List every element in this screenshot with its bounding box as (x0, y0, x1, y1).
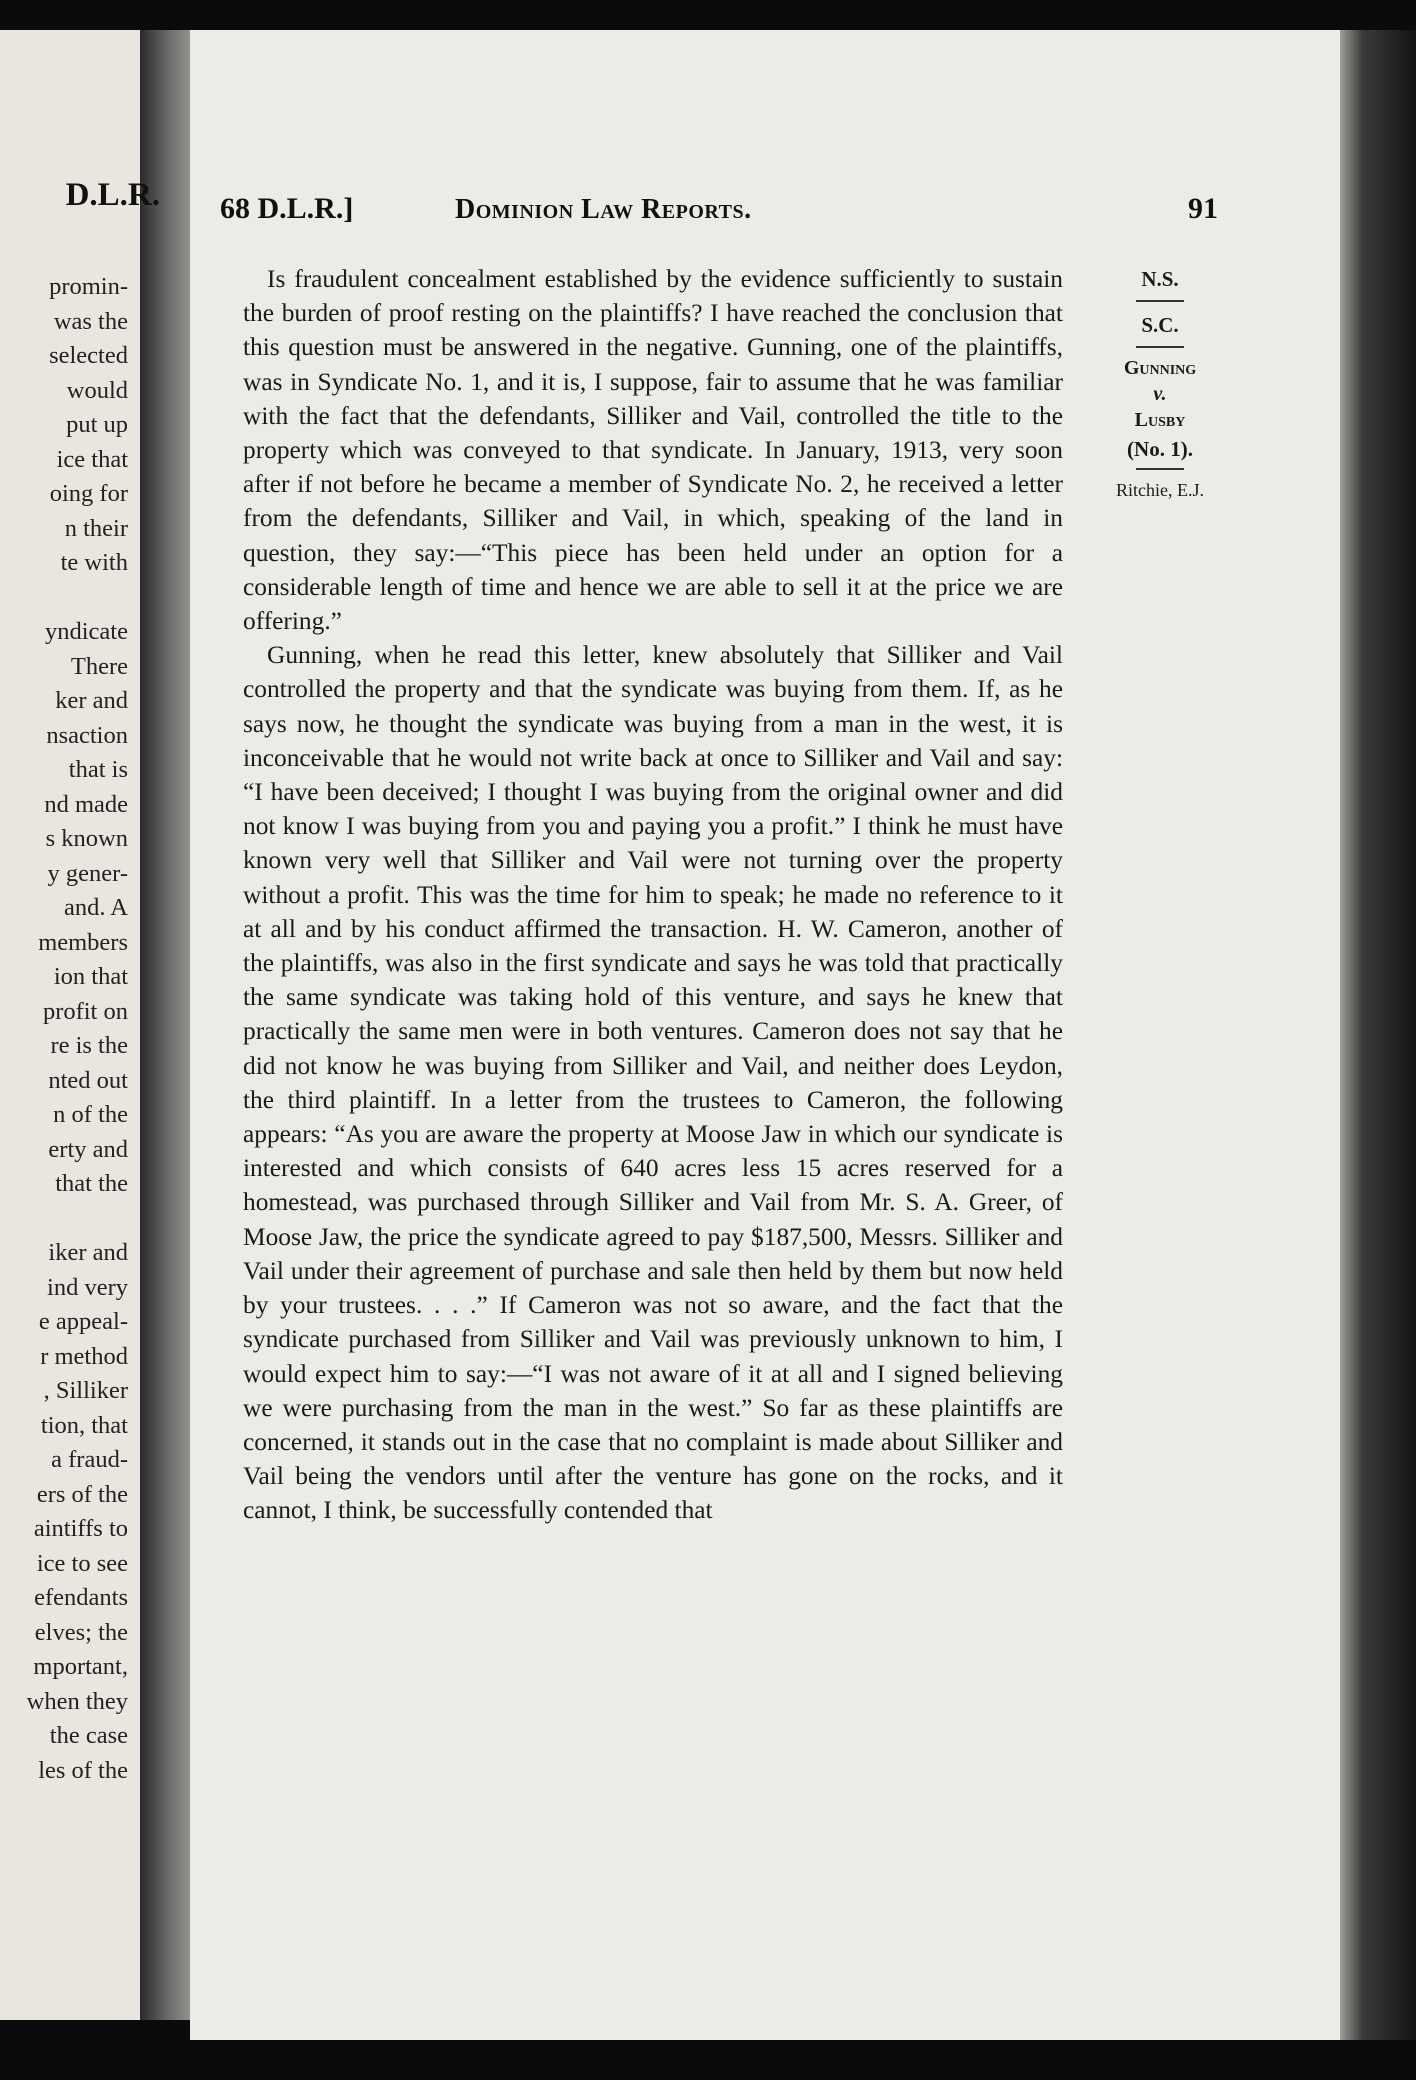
facing-page-line: , Silliker (43, 1377, 128, 1404)
facing-page-line: tion, that (40, 1411, 128, 1439)
court-jurisdiction: N.S. (1141, 267, 1179, 291)
facing-page-line: put up (66, 411, 128, 438)
divider (1136, 300, 1184, 302)
report-title: Dominion Law Reports. (455, 194, 752, 225)
page-number: 91 (1188, 192, 1218, 225)
defendant-name: Lusby (1134, 409, 1186, 431)
facing-page-header: D.L.R. (65, 177, 160, 213)
case-number: (No. 1). (1127, 437, 1193, 461)
facing-page-line: profit on (42, 997, 128, 1025)
facing-page-line: mportant, (33, 1653, 128, 1680)
facing-page-line: would (66, 376, 128, 404)
court-level: S.C. (1141, 313, 1179, 337)
facing-page-line: ice to see (36, 1549, 128, 1577)
facing-page-line: that the (55, 1170, 128, 1197)
judge-name: Ritchie, E.J. (1116, 480, 1204, 500)
facing-page-line: when they (26, 1687, 128, 1715)
facing-page-line: ind very (47, 1273, 128, 1301)
running-header (220, 192, 1220, 232)
facing-page-line: s known (45, 825, 128, 852)
facing-page-line: nted out (48, 1066, 128, 1094)
facing-page-line: yndicate (45, 618, 128, 645)
facing-page-line: les of the (38, 1756, 128, 1784)
volume-reference: 68 D.L.R.] (220, 192, 354, 225)
facing-page-line: nsaction (46, 721, 128, 749)
facing-page-line: was the (53, 307, 128, 335)
facing-page-line: y gener- (47, 859, 128, 887)
paragraph: Gunning, when he read this letter, knew absolutely that Silliker and Vail controlled the property and that the syndicate was buying from them. If, as he says now, he thought the syndicate was buying from a man in the west, it is inconceivable that he would not write back at once to Silliker and Vail and say: “I have been deceived; I thought I was buying from the original owner and did not know I was buying from you and paying you a profit.” I think he must have known very well that Silliker and Vail were not turning over the property without a profit. This was the time for him to speak; he made no reference to it at all and by his conduct affirmed the transaction. H. W. Cameron, another of the plaintiffs, was also in the first syndicate and says he was told that practically the same syndicate was taking hold of this venture, and says he knew that practically the same men were in both ventures. Cameron does not say that he did not know he was buying from Silliker and Vail, and neither does Leydon, the third plaintiff. In a letter from the trustees to Cameron, the following appears: “As you are aware the property at Moose Jaw in which our syndicate is interested and which consists of 640 acres less 15 acres reserved for a homestead, was purchased through Silliker and Vail from Mr. S. A. Greer, of Moose Jaw, the price the syndicate agreed to pay $187,500, Messrs. Silliker and Vail under their agreement of purchase and sale then held by them but now held by your trustees. . . .” If Cameron was not so aware, and the fact that the syndicate purchased from Silliker and Vail was previously unknown to him, I would expect him to say:—“I was not aware of it at all and I signed believing we were purchasing from the man in the west.” So far as these plaintiffs are concerned, it stands out in the case that no complaint is made about Silliker and Vail being the vendors until after the venture has gone on the rocks, and it cannot, I think, be successfully contended that (243, 641, 1063, 1525)
facing-page-line: promin- (49, 273, 128, 300)
page-edge (1340, 30, 1416, 2040)
facing-page-line: and. A (64, 894, 128, 921)
divider (1136, 468, 1184, 470)
facing-page-line: a fraud- (51, 1446, 128, 1473)
facing-page-line: ion that (53, 963, 128, 990)
facing-page-line: ker and (55, 687, 128, 714)
facing-page-line: the case (49, 1722, 128, 1749)
facing-page-line: There (70, 652, 128, 680)
facing-page-line: re is the (50, 1032, 128, 1059)
paragraph-gap (0, 581, 128, 616)
facing-page-line: oing for (49, 480, 128, 507)
facing-page-line: te with (60, 549, 128, 576)
facing-page-text (0, 270, 128, 1788)
facing-page-line: nd made (44, 790, 128, 818)
paragraph: Is fraudulent concealment established by the evidence sufficiently to sustain the burden of proof resting on the plaintiffs? I have reached the conclusion that this question must be answered in the negative. Gunning, one of the plaintiffs, was in Syndicate No. 1, and it is, I suppose, fair to assume that he was familiar with the fact that the defendants, Silliker and Vail, controlled the title to the property which was conveyed to that syndicate. In January, 1913, very soon after if not before he became a member of Syndicate No. 2, he received a letter from the defendants, Silliker and Vail, in which, speaking of the land in question, they say:—“This piece has been held under an option for a considerable length of time and hence we are able to sell it at the price we are offering.” (243, 265, 1063, 636)
facing-page-line: selected (49, 342, 128, 369)
divider (1136, 346, 1184, 348)
facing-page-line: ers of the (36, 1480, 128, 1508)
facing-page-line: n their (64, 514, 128, 542)
versus: v. (1153, 383, 1167, 405)
judgment-text (243, 262, 1063, 1528)
facing-page-line: iker and (48, 1239, 128, 1266)
facing-page-line: e appeal- (38, 1308, 128, 1335)
facing-page-line: that is (68, 756, 128, 783)
facing-page-line: erty and (48, 1135, 128, 1163)
facing-page-line: efendants (34, 1584, 128, 1611)
facing-page-line: n of the (53, 1101, 128, 1128)
plaintiff-name: Gunning (1123, 357, 1197, 379)
case-sidebar (1080, 262, 1240, 504)
facing-page-line: elves; the (34, 1618, 128, 1646)
paragraph-gap (0, 1202, 128, 1237)
facing-page-line: members (38, 928, 128, 956)
facing-page-line: ice that (56, 445, 128, 473)
facing-page-line: r method (40, 1342, 128, 1370)
facing-page-line: aintiffs to (33, 1515, 128, 1542)
